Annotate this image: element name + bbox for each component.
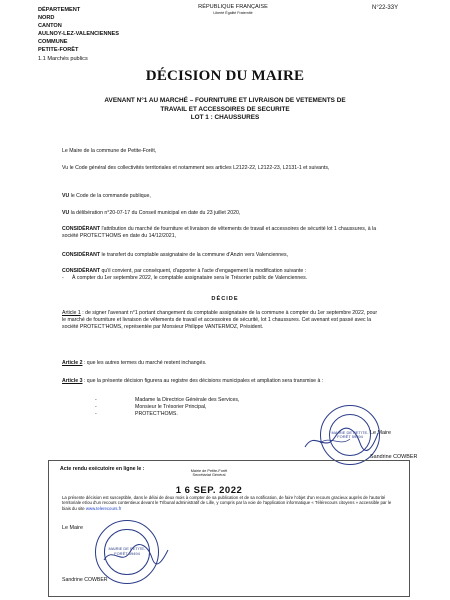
receipt-signer-name: Sandrine COWBER <box>62 577 108 583</box>
header-line: COMMUNE <box>38 39 68 46</box>
seal-text: MAIRIE DE PETITE-FORÊT 59494 <box>329 414 372 457</box>
bullet-dash: - <box>62 275 64 281</box>
considerant-label: CONSIDÉRANT <box>62 226 101 232</box>
receipt-title: Acte rendu exécutoire en ligne le : <box>60 466 145 472</box>
article-1 <box>62 310 382 331</box>
decision-number: N°22-33Y <box>372 5 399 11</box>
list-dash: - <box>95 397 97 403</box>
republic-motto: Liberté Égalité Fraternité <box>213 11 253 15</box>
intro-paragraph: Le Maire de la commune de Petite-Forêt, <box>62 148 157 154</box>
vu-label: VU <box>62 193 70 199</box>
vu-text: le Code de la commande publique, <box>69 193 151 199</box>
receipt-signature-role: Le Maire <box>62 525 83 531</box>
article-text: : de signer l'avenant n°1 portant changement du comptable assignataire de la commune à compter du 1er septembre 2022, pour le marché de fourniture et livraison de vêtements de travail et accessoires de sécurité, lot 1 chaussures. Cet avenant est passé avec la société PROTECT'HOMS, représentée par Monsieur Philippe VANTERMOZ, Président. <box>62 310 378 330</box>
vu-text: le Code général des collectivités territoriales et notamment ses articles L2122-22, L2122-23, L2131-1 et suivants, <box>68 165 330 171</box>
legal-notice-text: La présente décision est susceptible, dans le délai de deux mois à compter de sa publication et de sa notification, de faire l'objet d'un recours gracieux auprès de l'autorité territoriale et/ou d'un recours contentieux devant le Tribunal administratif de Lille, y compris par la voie de l'application informatique « Télérecours citoyens » accessible par le biais du site <box>62 495 392 511</box>
header-line: NORD <box>38 15 55 22</box>
article-text: : que les autres termes du marché restent inchangés. <box>82 360 207 366</box>
article-3 <box>62 378 382 385</box>
received-stamp <box>154 469 264 477</box>
list-dash: - <box>95 411 97 417</box>
article-label: Article 3 <box>62 378 83 384</box>
list-dash: - <box>95 404 97 410</box>
vu-label: VU <box>62 210 70 216</box>
article-label: Article 1 <box>62 310 81 316</box>
considerant-text: l'attribution du marché de fourniture et livraison de vêtements de travail et accessoires de sécurité lot 1 chaussures, à la société PROTECT'HOMS en date du 14/12/2021, <box>62 226 377 239</box>
header-line: DÉPARTEMENT <box>38 7 81 13</box>
legal-notice <box>62 495 392 511</box>
republic-title: RÉPUBLIQUE FRANÇAISE <box>198 4 268 10</box>
received-stamp-line: Mairie de Petite-Forêt <box>190 469 228 473</box>
subject-line: TRAVAIL ET ACCESSOIRES DE SECURITE <box>160 105 290 113</box>
signer-name: Sandrine COWBER <box>370 454 418 460</box>
considerant-text: le transfert du comptable assignataire de la commune d'Anzin vers Valenciennes, <box>100 252 289 258</box>
considerant-paragraph-3 <box>62 268 382 282</box>
seal-text: MAIRIE DE PETITE-FORÊT 59494 <box>104 529 149 574</box>
administrative-header <box>38 6 119 63</box>
vu-text: la délibération n°20-07-17 du Conseil municipal en date du 23 juillet 2020, <box>69 210 241 216</box>
header-line: PETITE-FORÊT <box>38 47 79 54</box>
article-2 <box>62 360 382 367</box>
received-date: 1 6 SEP. 2022 <box>175 485 243 496</box>
recipient-list <box>95 397 239 418</box>
considerant-text: qu'il convient, par conséquent, d'apporter à l'acte d'engagement la modification suivante : <box>100 268 307 274</box>
telerecours-link[interactable]: www.telerecours.fr <box>85 505 122 511</box>
bullet-text: À compter du 1er septembre 2022, le comptable assignataire sera le Trésorier public de Valenciennes. <box>72 275 308 281</box>
subject-line: AVENANT N°1 AU MARCHÉ – FOURNITURE ET LIVRAISON DE VETEMENTS DE <box>104 97 346 104</box>
header-line: CANTON <box>38 23 62 30</box>
signature-role: Le Maire <box>370 430 391 436</box>
article-label: Article 2 <box>62 360 83 366</box>
received-stamp-line: Secrétariat Général <box>192 473 226 478</box>
considerant-paragraph-1 <box>62 226 382 240</box>
article-text: : que la présente décision figurera au registre des décisions municipales et ampliation sera transmise à : <box>82 378 324 384</box>
considerant-paragraph-2 <box>62 252 382 259</box>
republic-header <box>188 4 278 16</box>
decide-heading: DÉCIDE <box>211 296 239 302</box>
list-item: Monsieur le Trésorier Principal, <box>135 404 207 410</box>
signature-scribble <box>300 425 380 455</box>
vu-paragraph-1 <box>62 165 382 172</box>
document-subject <box>70 97 380 123</box>
list-item: PROTECT'HOMS. <box>135 411 178 417</box>
vu-paragraph-3 <box>62 210 382 217</box>
header-category: 1.1 Marchés publics <box>38 55 88 62</box>
vu-label: Vu <box>62 165 69 171</box>
vu-paragraph-2 <box>62 193 382 200</box>
header-line: AULNOY-LEZ-VALENCIENNES <box>38 31 120 38</box>
list-item: Madame la Directrice Générale des Services, <box>135 397 240 403</box>
document-title: DÉCISION DU MAIRE <box>145 68 305 84</box>
considerant-label: CONSIDÉRANT <box>62 268 101 274</box>
receipt-signature-scribble <box>100 540 170 570</box>
considerant-label: CONSIDÉRANT <box>62 252 101 258</box>
subject-line: LOT 1 : CHAUSSURES <box>190 114 260 121</box>
